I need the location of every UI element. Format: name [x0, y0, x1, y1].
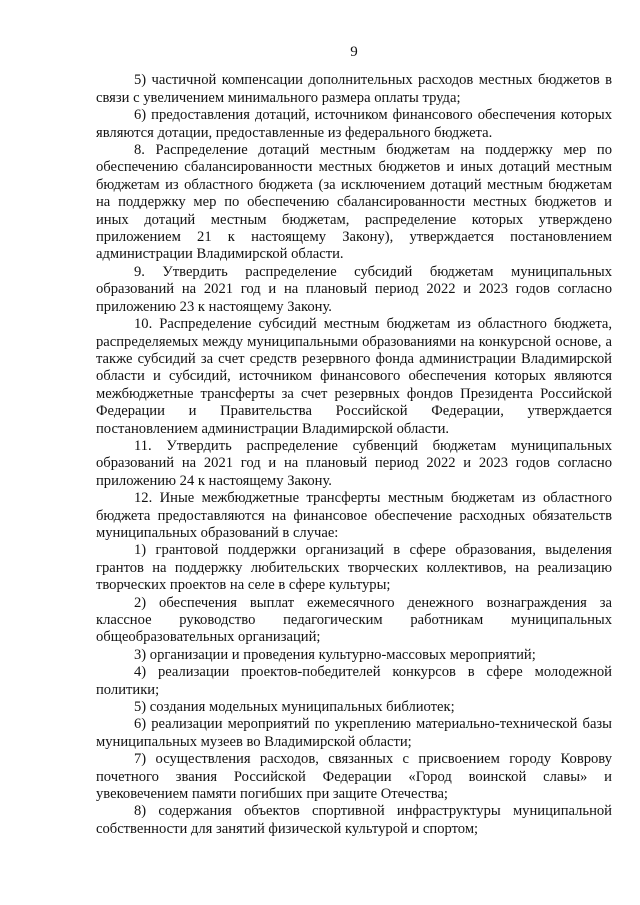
- list-item-6: 6) реализации мероприятий по укреплению материально-технической базы муниципальных музеев во Владимирской области;: [96, 716, 612, 750]
- paragraph-section-9: 9. Утвердить распределение субсидий бюджетам муниципальных образований на 2021 год и на плановый период 2022 и 2023 годов согласно приложению 23 к настоящему Закону.: [96, 263, 612, 315]
- list-item-7: 7) осуществления расходов, связанных с присвоением городу Коврову почетного звания Российской Федерации «Город воинской славы» и увековечением памяти погибших при защите Отечества;: [96, 751, 612, 803]
- paragraph-section-11: 11. Утвердить распределение субвенций бюджетам муниципальных образований на 2021 год и на плановый период 2022 и 2023 годов согласно приложению 24 к настоящему Закону.: [96, 437, 612, 489]
- paragraph-section-12: 12. Иные межбюджетные трансферты местным бюджетам из областного бюджета предоставляются на финансовое обеспечение расходных обязательств муниципальных образований в случае:: [96, 490, 612, 541]
- document-page: [96, 44, 612, 838]
- paragraph-item-6: 6) предоставления дотаций, источником финансового обеспечения которых являются дотации, предоставленные из федерального бюджета.: [96, 107, 612, 141]
- list-item-4: 4) реализации проектов-победителей конкурсов в сфере молодежной политики;: [96, 664, 612, 698]
- list-item-1: 1) грантовой поддержки организаций в сфере образования, выделения грантов на поддержку любительских творческих коллективов, на реализацию творческих проектов на селе в сфере культуры;: [96, 542, 612, 594]
- paragraph-item-5: 5) частичной компенсации дополнительных расходов местных бюджетов в связи с увеличением минимального размера оплаты труда;: [96, 72, 612, 106]
- page-number: 9: [350, 44, 358, 60]
- list-item-8: 8) содержания объектов спортивной инфраструктуры муниципальной собственности для занятий физической культурой и спортом;: [96, 803, 612, 837]
- paragraph-section-8: 8. Распределение дотаций местным бюджетам на поддержку мер по обеспечению сбалансированности местных бюджетов и иных дотаций местным бюджетам из областного бюджета (за исключением дотаций местным бюджетам на поддержку мер по обеспечению сбалансированности местных бюджетов и иных дотаций местным бюджетам, распределение которых утверждено приложением 21 к настоящему Закону), утверждается постановлением администрации Владимирской области.: [96, 142, 612, 263]
- paragraph-section-10: 10. Распределение субсидий местным бюджетам из областного бюджета, распределяемых между муниципальными образованиями на конкурсной основе, а также субсидий за счет средств резервного фонда администрации Владимирской области и субсидий, источником финансового обеспечения которых являются межбюджетные трансферты за счет резервных фондов Президента Российской Федерации и Правительства Российской Федерации, утверждается постановлением администрации Владимирской области.: [96, 316, 612, 437]
- list-item-5: 5) создания модельных муниципальных библиотек;: [134, 699, 455, 716]
- list-item-3: 3) организации и проведения культурно-массовых мероприятий;: [134, 646, 536, 663]
- list-item-2: 2) обеспечения выплат ежемесячного денежного вознаграждения за классное руководство педагогическим работникам муниципальных общеобразовательных организаций;: [96, 594, 612, 646]
